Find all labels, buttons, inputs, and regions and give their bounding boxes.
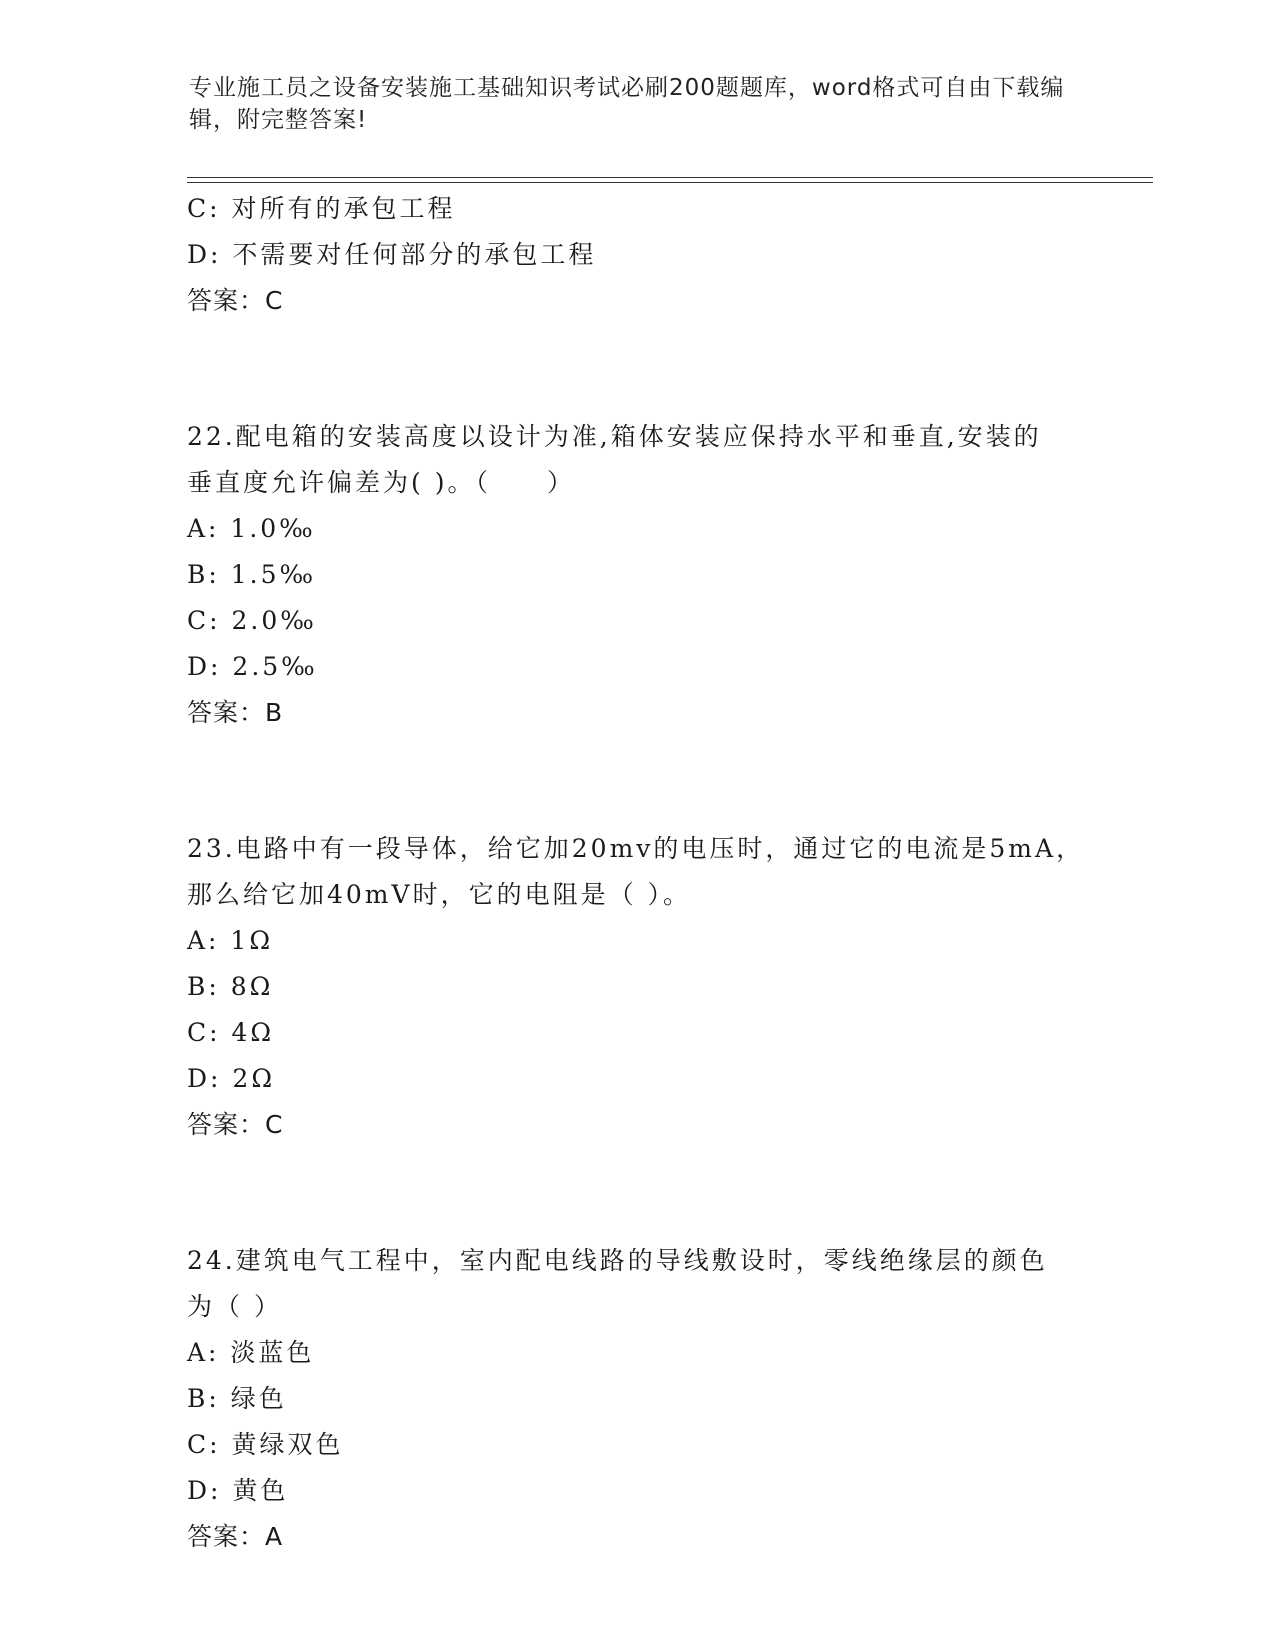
question-stem-line1: 24.建筑电气工程中，室内配电线路的导线敷设时，零线绝缘层的颜色 [187,1246,1048,1275]
question-list [187,186,1087,1560]
header-divider-bottom [187,182,1153,183]
option-b: B: 8Ω [187,972,274,1001]
option-b: B: 1.5‰ [187,560,317,589]
option-a: A: 1.0‰ [187,514,316,543]
answer-line: 答案：C [187,1110,284,1139]
option-c: C: 黄绿双色 [187,1430,344,1459]
option-a: A: 淡蓝色 [187,1338,315,1367]
header-divider-top [187,177,1153,178]
option-a: A: 1Ω [187,926,274,955]
question-22 [187,414,1087,736]
question-stem-line2: 那么给它加40mV时，它的电阻是（ ）。 [187,880,692,909]
answer-line: 答案：C [187,286,284,315]
answer-line: 答案：B [187,698,284,727]
spacer [187,324,1087,414]
question-23 [187,826,1087,1148]
previous-question-tail [187,186,1087,324]
question-stem-line2: 垂直度允许偏差为( )。（ ） [187,468,575,497]
spacer [187,736,1087,826]
document-header: 专业施工员之设备安装施工基础知识考试必刷200题题库，word格式可自由下载编辑，附完整答案! [189,75,1065,133]
option-c: C: 4Ω [187,1018,275,1047]
spacer [187,1148,1087,1238]
question-stem-line2: 为（ ） [187,1292,282,1321]
question-stem-line1: 22.配电箱的安装高度以设计为准,箱体安装应保持水平和垂直,安装的 [187,422,1042,451]
option-b: B: 绿色 [187,1384,287,1413]
option-d: D: 黄色 [187,1476,289,1505]
question-24 [187,1238,1087,1560]
answer-line: 答案：A [187,1522,284,1551]
option-d: D: 2.5‰ [187,652,318,681]
question-stem-line1: 23.电路中有一段导体，给它加20mv的电压时，通过它的电流是5mA， [187,834,1085,863]
option-c: C: 对所有的承包工程 [187,194,456,223]
option-c: C: 2.0‰ [187,606,317,635]
option-d: D: 不需要对任何部分的承包工程 [187,240,597,269]
option-d: D: 2Ω [187,1064,276,1093]
